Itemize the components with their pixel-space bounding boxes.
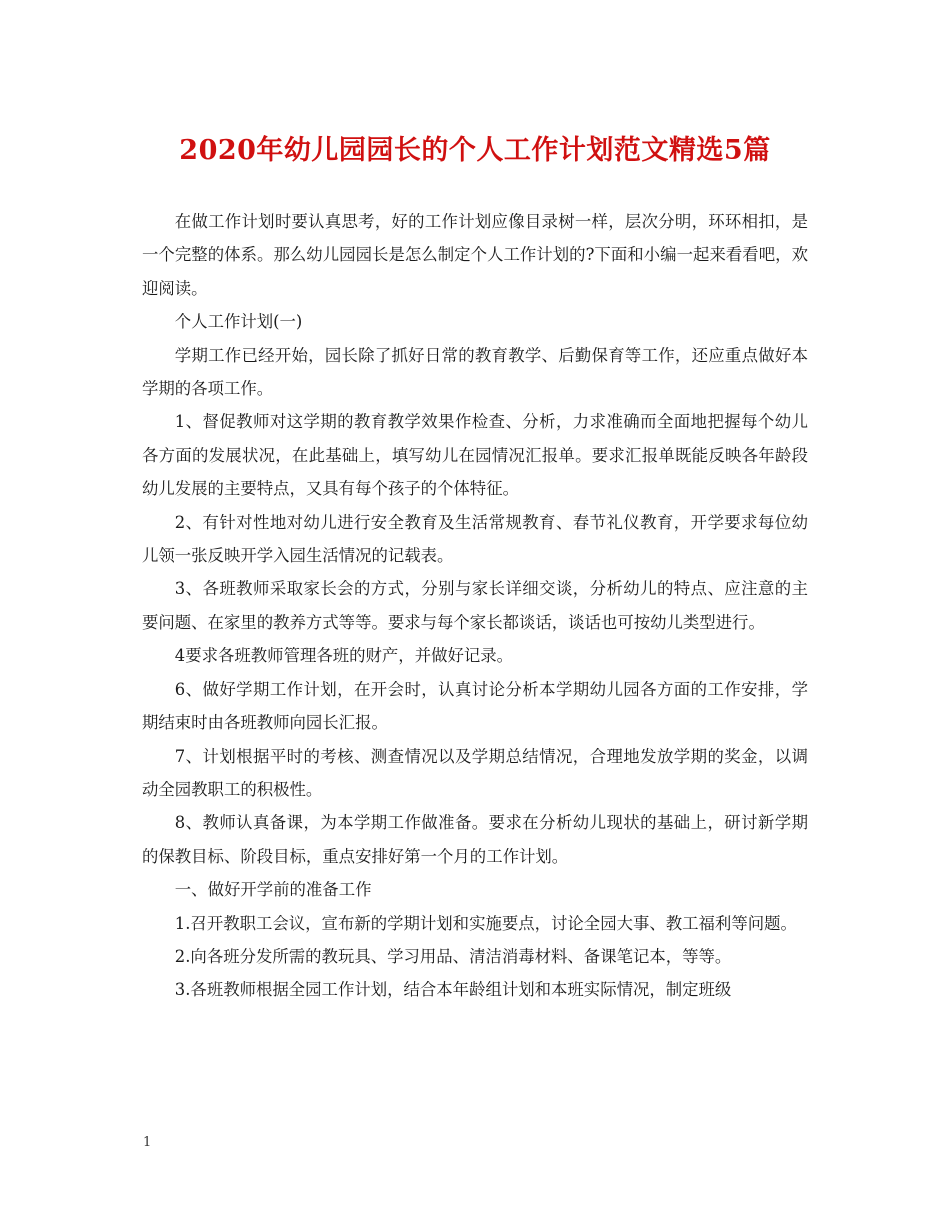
paragraph: 学期工作已经开始，园长除了抓好日常的教育教学、后勤保育等工作，还应重点做好本学期的各项工作。	[142, 345, 808, 399]
section-heading-preparation: 一、做好开学前的准备工作	[174, 880, 372, 900]
paragraph: 3.各班教师根据全园工作计划，结合本年龄组计划和本班实际情况，制定班级	[174, 980, 732, 1000]
document-body	[142, 205, 808, 1007]
paragraph: 2、有针对性地对幼儿进行安全教育及生活常规教育、春节礼仪教育，开学要求每位幼儿领一张反映开学入园生活情况的记载表。	[142, 512, 808, 566]
paragraph: 1、督促教师对这学期的教育教学效果作检查、分析，力求准确而全面地把握每个幼儿各方面的发展状况，在此基础上，填写幼儿在园情况汇报单。要求汇报单既能反映各年龄段幼儿发展的主要特点，又具有每个孩子的个体特征。	[142, 412, 808, 499]
paragraph: 3、各班教师采取家长会的方式，分别与家长详细交谈，分析幼儿的特点、应注意的主要问题、在家里的教养方式等等。要求与每个家长都谈话，谈话也可按幼儿类型进行。	[142, 579, 808, 632]
paragraph: 4要求各班教师管理各班的财产，并做好记录。	[174, 646, 514, 666]
document-title: 2020年幼儿园园长的个人工作计划范文精选5篇	[179, 135, 771, 166]
paragraph-intro: 在做工作计划时要认真思考，好的工作计划应像目录树一样，层次分明，环环相扣，是一个完整的体系。那么幼儿园园长是怎么制定个人工作计划的?下面和小编一起来看看吧，欢迎阅读。	[142, 212, 808, 298]
page-number: 1	[143, 1135, 152, 1150]
paragraph: 2.向各班分发所需的教玩具、学习用品、清洁消毒材料、备课笔记本，等等。	[174, 946, 732, 966]
paragraph: 6、做好学期工作计划，在开会时，认真讨论分析本学期幼儿园各方面的工作安排，学期结束时由各班教师向园长汇报。	[142, 679, 808, 733]
paragraph: 8、教师认真备课，为本学期工作做准备。要求在分析幼儿现状的基础上，研讨新学期的保教目标、阶段目标，重点安排好第一个月的工作计划。	[142, 813, 808, 866]
paragraph: 1.召开教职工会议，宣布新的学期计划和实施要点，讨论全园大事、教工福利等问题。	[174, 913, 797, 933]
section-heading-plan-1: 个人工作计划(一)	[174, 312, 303, 332]
paragraph: 7、计划根据平时的考核、测查情况以及学期总结情况，合理地发放学期的奖金，以调动全园教职工的积极性。	[142, 746, 808, 799]
